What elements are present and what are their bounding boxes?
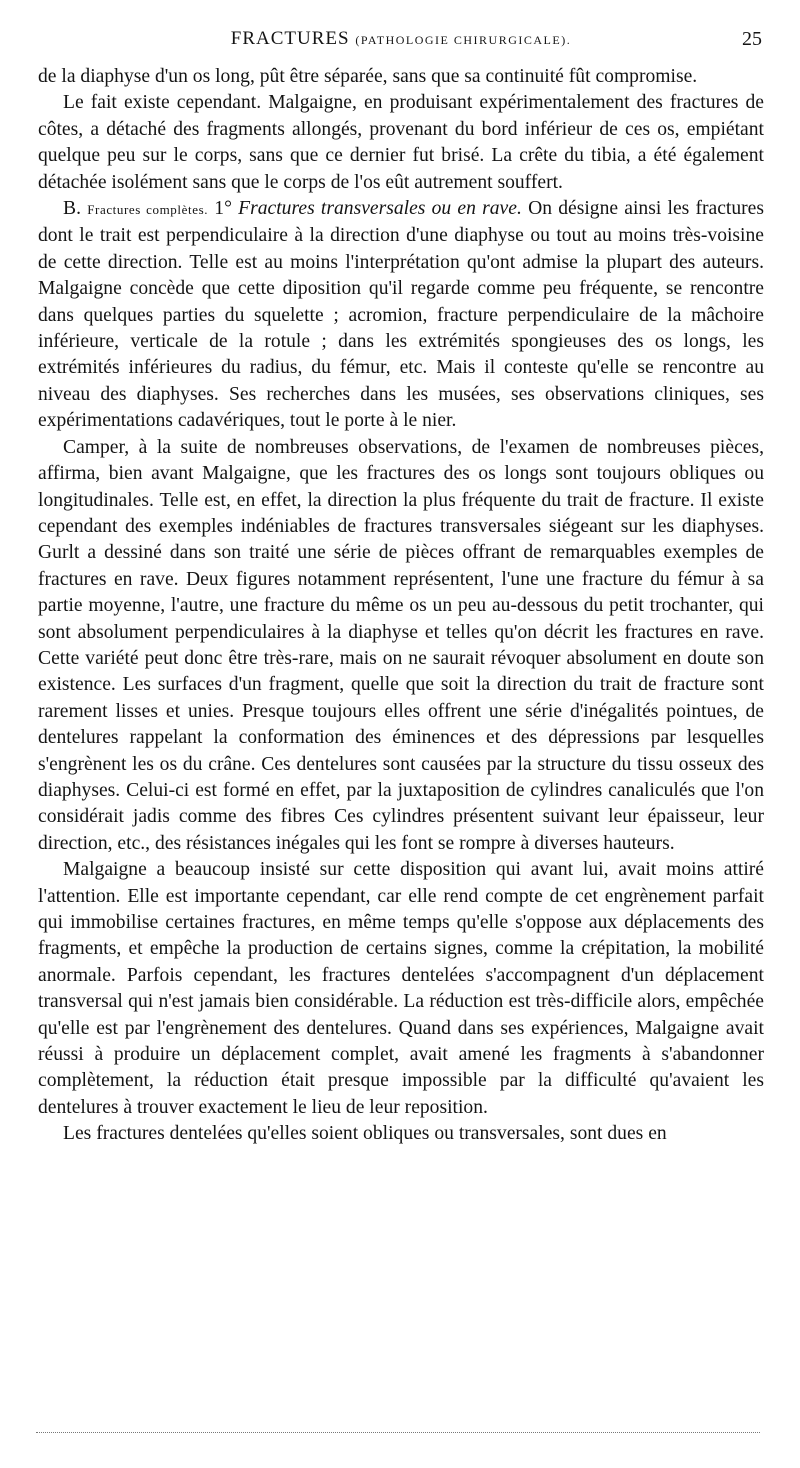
- paragraph-camper: Camper, à la suite de nombreuses observations, de l'examen de nombreuses pièces, affirma, bien avant Malgaigne, que les fractures des os longs sont toujours obliques ou longitudinales. Telle est, en effet, la direction la plus fréquente du trait de fracture. Il existe cependant des exemples indéniables de fractures transversales siégeant sur les diaphyses. Gurlt a dessiné dans son traité une série de pièces offrant de remarquables exemples de fractures en rave. Deux figures notamment représentent, l'une une fracture du fémur à sa partie moyenne, l'autre, une fracture du même os un peu au-dessous du petit trochanter, qui sont absolument perpendiculaires à la diaphyse et telles qu'on décrit les fractures en rave. Cette variété peut donc être très-rare, mais on ne saurait révoquer absolument en doute son existence. Les surfaces d'un fragment, quelle que soit la direction du trait de fracture sont rarement lisses et unies. Presque toujours elles offrent une série d'inégalités pointues, de dentelures rappelant la conformation des éminences et des dépressions par lesquelles s'engrènent les os du crâne. Ces dentelures sont causées par la structure du tissu osseux des diaphyses. Celui-ci est formé en effet, par la juxtaposition de cylindres canaliculés que l'on considérait jadis comme des fibres Ces cylindres présentent suivant leur épaisseur, leur direction, etc., des résistances inégales qui les font se rompre à diverses hauteurs.: [38, 436, 764, 854]
- running-head: [40, 28, 762, 50]
- paragraph-malgaigne-disposition: Malgaigne a beaucoup insisté sur cette disposition qui avant lui, avait moins attiré l'attention. Elle est importante cependant, car elle rend compte de cet engrènement parfait qui immobilise certaines fractures, en même temps qu'elle s'oppose aux déplacements des fragments, et empêche la production de certains signes, comme la crépitation, la mobilité anormale. Parfois cependant, les fractures dentelées s'accompagnent d'un déplacement transversal qui n'est jamais bien considérable. La réduction est très-difficile alors, empêchée qu'elle est par l'engrènement des dentelures. Quand dans ses expériences, Malgaigne avait réussi à produire un déplacement complet, avait amené les fragments à s'abandonner complètement, la réduction était presque impossible par la difficulté qu'avaient les dentelures à trouver exactement le lieu de leur reposition.: [38, 859, 764, 1118]
- paragraph-body: On désigne ainsi les fractures dont le trait est perpendiculaire à la direction d'une diaphyse ou tout au moins très-voisine de cette direction. Telle est au moins l'interprétation qu'ont admise la plupart des auteurs. Malgaigne concède que cette diposition qu'il regarde comme peu fréquente, se rencontre dans quelques parties du squelette ; acromion, fracture perpendiculaire de la mâchoire inférieure, verticale de la rotule ; dans les extrémités spongieuses des os longs, les extrémités inférieures du radius, du fémur, etc. Mais il conteste qu'elle se rencontre au niveau des diaphyses. Ses recherches dans les musées, ses observations cliniques, ses expérimentations cadavériques, tout le porte à le nier.: [38, 198, 765, 432]
- paragraph-dentelated-fractures: Les fractures dentelées qu'elles soient obliques ou transversales, sont dues en: [63, 1123, 667, 1145]
- page-header: [40, 28, 762, 58]
- page-number: 25: [742, 28, 762, 50]
- paragraph-malgaigne-experiments: Le fait existe cependant. Malgaigne, en produisant expérimentalement des fractures de côtes, a détaché des fragments allongés, provenant du bord inférieur de ces os, empiétant quelque peu sur le corps, sans que ce dernier fut brisé. La crête du tibia, a été également détachée isolément sans que le corps de l'os eût autrement souffert.: [38, 92, 764, 193]
- subsection-heading: Fractures transversales ou en rave.: [238, 198, 522, 220]
- footer-dotted-rule: [36, 1432, 760, 1433]
- running-head-title: FRACTURES: [230, 28, 350, 49]
- section-heading: Fractures complètes.: [87, 202, 209, 218]
- running-head-subtitle: (PATHOLOGIE CHIRURGICALE).: [355, 33, 572, 47]
- paragraph-continuation: de la diaphyse d'un os long, pût être séparée, sans que sa continuité fût compromise.: [38, 66, 698, 87]
- body-text: [38, 64, 764, 1148]
- subsection-number: 1°: [214, 198, 232, 220]
- section-label: B.: [63, 198, 81, 220]
- paragraph-complete-fractures: [38, 196, 764, 435]
